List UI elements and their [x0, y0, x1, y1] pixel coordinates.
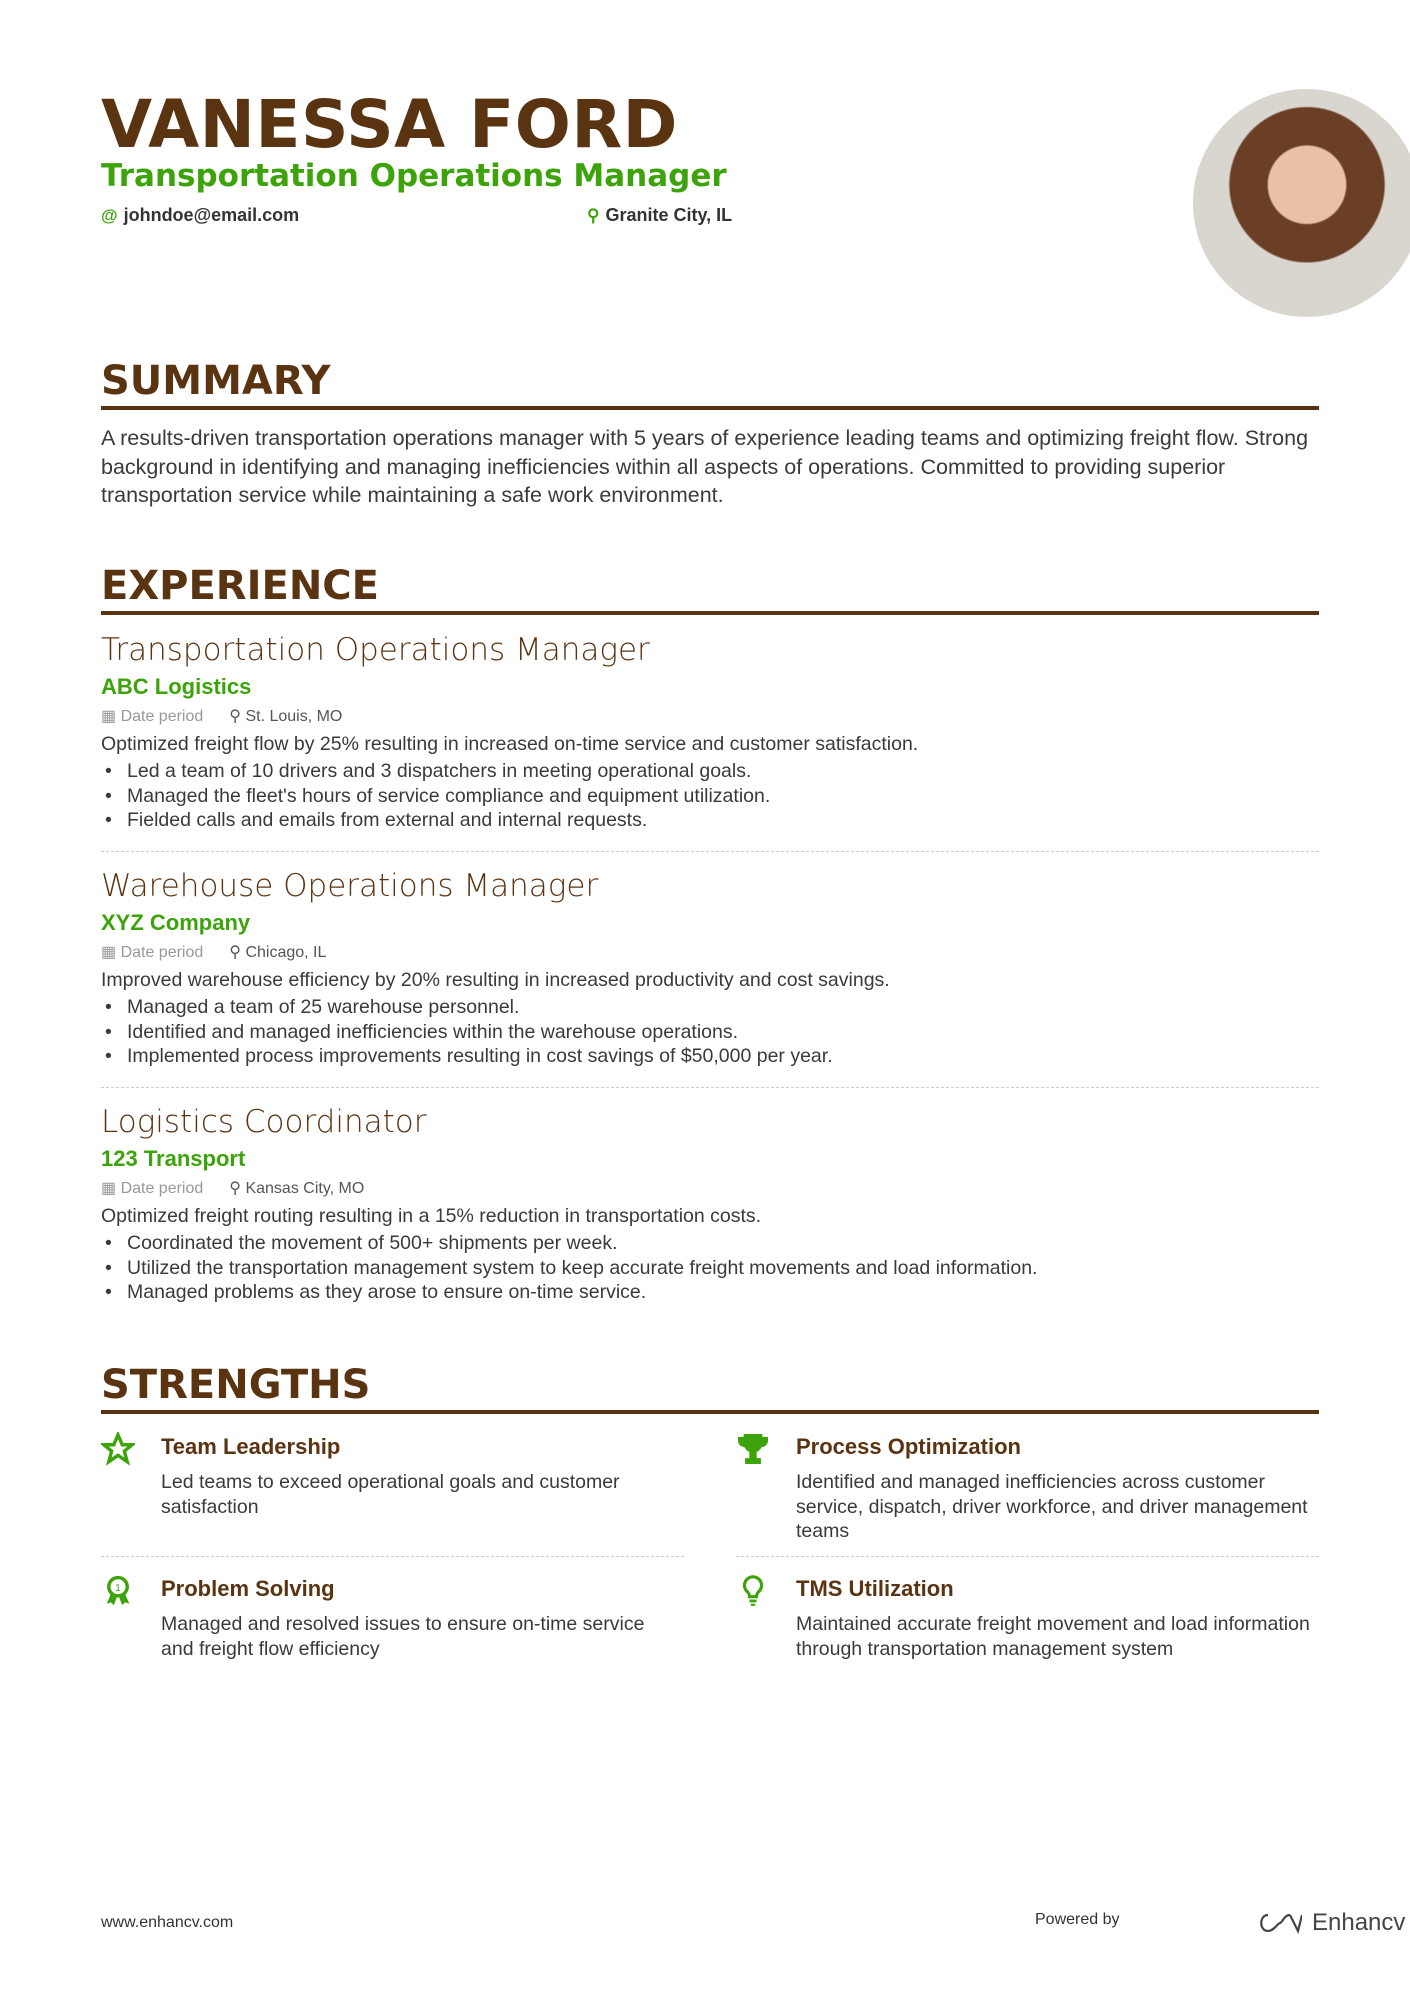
contact-location	[587, 205, 732, 226]
job-bullet: • Coordinated the movement of 500+ shipments per week.	[101, 1231, 1319, 1256]
job-entry	[101, 1102, 1319, 1305]
job-entry	[101, 630, 1319, 833]
divider	[101, 1087, 1319, 1088]
job-description: Improved warehouse efficiency by 20% resulting in increased productivity and cost savings.	[101, 969, 890, 991]
calendar-icon: ▦	[101, 708, 121, 725]
strength-title: TMS Utilization	[796, 1576, 954, 1601]
divider	[101, 1556, 684, 1557]
star-icon	[101, 1432, 137, 1468]
award-icon	[101, 1574, 137, 1610]
company-name: XYZ Company	[101, 910, 251, 935]
experience-heading: EXPERIENCE	[101, 563, 1319, 615]
job-bullet: • Led a team of 10 drivers and 3 dispatchers in meeting operational goals.	[101, 759, 1319, 784]
job-bullet: • Utilized the transportation management system to keep accurate freight movements and load information.	[101, 1256, 1319, 1281]
strength-description: Managed and resolved issues to ensure on-time service and freight flow efficiency	[161, 1613, 645, 1660]
job-title: Transportation Operations Manager	[101, 632, 650, 668]
at-icon: @	[101, 205, 118, 225]
job-entry	[101, 866, 1319, 1069]
contact-email[interactable]	[101, 205, 299, 226]
job-date	[101, 1176, 203, 1202]
job-bullet: • Managed problems as they arose to ensure on-time service.	[101, 1280, 1319, 1305]
job-location	[229, 1176, 364, 1202]
job-date	[101, 940, 203, 966]
strength-title: Problem Solving	[161, 1576, 335, 1601]
location-text: Chicago, IL	[245, 944, 327, 961]
strength-description: Maintained accurate freight movement and load information through transportation management system	[796, 1613, 1310, 1660]
enhancv-logo-icon	[1256, 1912, 1302, 1934]
job-bullet: • Identified and managed inefficiencies within the warehouse operations.	[101, 1020, 1319, 1045]
strength-item	[736, 1432, 1316, 1544]
location-text: Granite City, IL	[605, 205, 733, 225]
summary-heading: SUMMARY	[101, 358, 1319, 410]
company-name: ABC Logistics	[101, 674, 252, 699]
strength-title: Process Optimization	[796, 1434, 1021, 1459]
strength-description: Led teams to exceed operational goals and customer satisfaction	[161, 1471, 620, 1518]
job-bullet: • Managed a team of 25 warehouse personnel.	[101, 995, 1319, 1020]
divider	[736, 1556, 1319, 1557]
date-text: Date period	[120, 944, 204, 961]
job-description: Optimized freight routing resulting in a 15% reduction in transportation costs.	[101, 1205, 762, 1227]
calendar-icon: ▦	[101, 944, 121, 961]
strength-title: Team Leadership	[161, 1434, 341, 1459]
location-text: St. Louis, MO	[245, 708, 343, 725]
job-title: Logistics Coordinator	[101, 1104, 427, 1140]
calendar-icon: ▦	[101, 1180, 121, 1197]
trophy-icon	[736, 1432, 772, 1468]
job-title: Warehouse Operations Manager	[101, 868, 599, 904]
date-text: Date period	[120, 708, 204, 725]
candidate-name: VANESSA FORD	[101, 86, 678, 163]
strengths-heading: STRENGTHS	[101, 1362, 1319, 1414]
divider	[101, 851, 1319, 852]
strength-item	[101, 1574, 681, 1661]
email-text: johndoe@email.com	[123, 205, 300, 225]
job-location	[229, 704, 342, 730]
job-description: Optimized freight flow by 25% resulting in increased on-time service and customer satisfaction.	[101, 733, 919, 755]
map-pin-icon: ⚲	[587, 205, 600, 225]
summary-text: A results-driven transportation operations manager with 5 years of experience leading teams and optimizing freight flow. Strong background in identifying and managing inefficiencies within all aspects of operations. Committed to providing superior transportation service while maintaining a safe work environment.	[101, 426, 1309, 507]
lightbulb-icon	[736, 1574, 772, 1610]
enhancv-logo[interactable]	[1256, 1909, 1405, 1937]
job-bullet: • Fielded calls and emails from external and internal requests.	[101, 808, 1319, 833]
candidate-title: Transportation Operations Manager	[101, 158, 727, 194]
job-bullet: • Implemented process improvements resulting in cost savings of $50,000 per year.	[101, 1044, 1319, 1069]
date-text: Date period	[120, 1180, 204, 1197]
strength-item	[101, 1432, 681, 1519]
svg-text:1: 1	[115, 1583, 121, 1594]
map-pin-icon: ⚲	[229, 708, 246, 725]
map-pin-icon: ⚲	[229, 1180, 246, 1197]
powered-by-label: Powered by	[1035, 1911, 1120, 1928]
map-pin-icon: ⚲	[229, 944, 246, 961]
footer-website[interactable]: www.enhancv.com	[101, 1914, 234, 1931]
brand-name: Enhancv	[1312, 1909, 1406, 1936]
job-bullet: • Managed the fleet's hours of service compliance and equipment utilization.	[101, 784, 1319, 809]
company-name: 123 Transport	[101, 1146, 246, 1171]
strength-description: Identified and managed inefficiencies across customer service, dispatch, driver workforce, and driver management teams	[796, 1471, 1308, 1542]
location-text: Kansas City, MO	[245, 1180, 365, 1197]
strength-item	[736, 1574, 1316, 1661]
profile-photo	[1193, 89, 1410, 317]
job-date	[101, 704, 203, 730]
job-location	[229, 940, 326, 966]
